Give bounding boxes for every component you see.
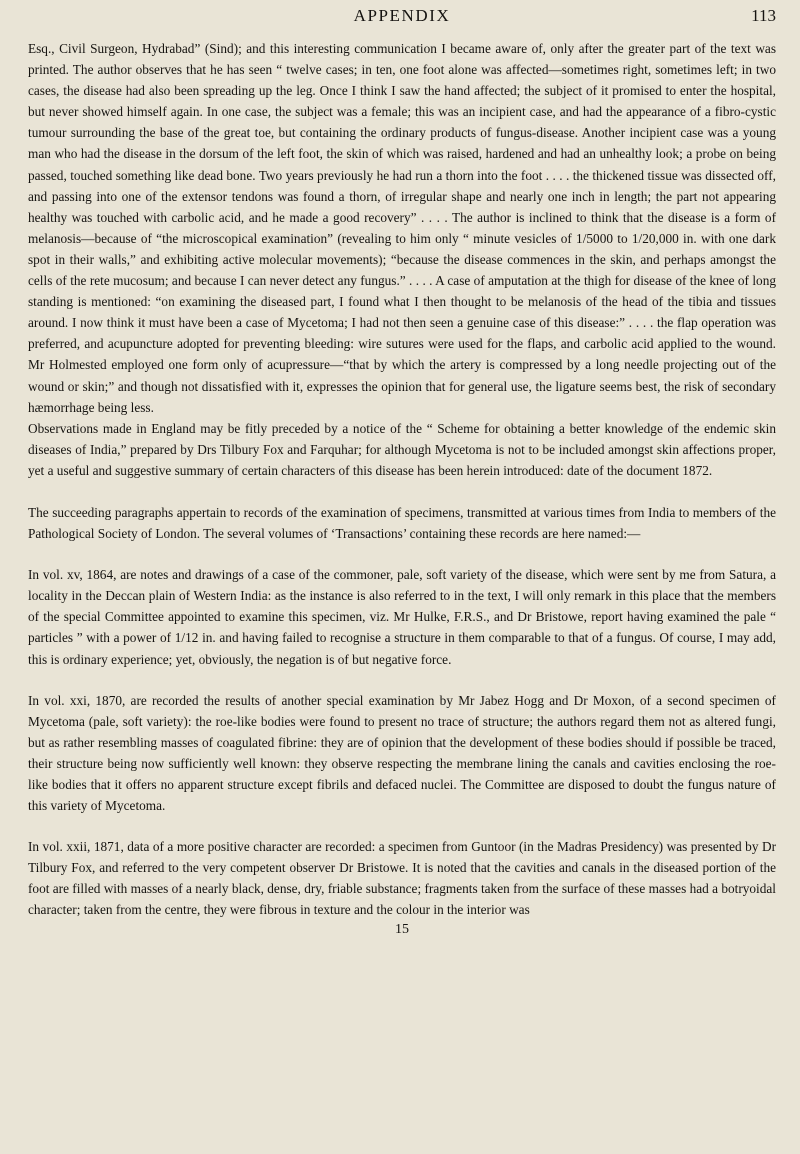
page-header — [28, 0, 776, 38]
paragraph-vol-xxi: In vol. xxi, 1870, are recorded the results of another special examination by Mr Jabez Hogg and Dr Moxon, of a second specimen of Mycetoma (pale, soft variety): the roe-like bodies were found to present no trace of structure; the authors regard them not as altered fungi, but as rather resembling masses of coagulated fibrine: they are of opinion that the development of these bodies should if possible be traced, their structure being now sufficiently well known: they observe respecting the membrane lining the canals and cavities enclosing the roe-like bodies that it offers no apparent structure except fibrils and defaced nuclei. The Committee are disposed to doubt the fungus nature of this variety of Mycetoma. — [28, 692, 776, 814]
paragraph-vol-xv: In vol. xv, 1864, are notes and drawings of a case of the commoner, pale, soft variety of the disease, which were sent by me from Satura, a locality in the Deccan plain of Western India: as the instance is also referred to in the text, I will only remark in this place that the members of the special Committee appointed to examine this specimen, viz. Mr Hulke, F.R.S., and Dr Bristowe, report having examined the pale “ particles ” with a power of 1/12 in. and having failed to recognise a structure in them comparable to that of a fungus. Of course, I may add, this is ordinary experience; yet, obviously, the negation is of but negative force. — [28, 567, 776, 667]
page-number: 113 — [751, 6, 776, 25]
paragraph-pathological-society-intro: The succeeding paragraphs appertain to records of the examination of specimens, transmitted at various times from India to members of the Pathological Society of London. The several volumes of ‘Transactions’ containing these records are here named:— — [28, 504, 776, 542]
running-head: APPENDIX — [353, 6, 451, 25]
paragraph-holmested-account: Esq., Civil Surgeon, Hydrabad” (Sind); and this interesting communication I became aware of, only after the greater part of the text was printed. The author observes that he has seen “ twelve cases; in ten, one foot alone was affected—sometimes right, sometimes left; in two cases, the disease had also been spreading up the leg. Once I think I saw the hand affected; the subject of it promised to enter the hospital, but never showed himself again. In one case, the subject was a female; this was an incipient case, and had the appearance of a fibro-cystic tumour surrounding the base of the great toe, but containing the ordinary products of fungus-disease. Another incipient case was a young man who had the disease in the dorsum of the left foot, the skin of which was raised, hardened and had an unhealthy look; a probe on being passed, touched something like dead bone. Two years previously he had run a thorn into the foot . . . . the thickened tissue was dissected off, and passing into one of the extensor tendons was found a thorn, of irregular shape and nearly one inch in length; the part not appearing healthy was touched with carbolic acid, and he made a good recovery” . . . . The author is inclined to think that the disease is a form of melanosis—because of “the microscopical examination” (revealing to him only “ minute vesicles of 1/5000 to 1/20,000 in. with one dark spot in their walls,” and exhibiting active molecular movements); “because the disease commences in the skin, and perhaps amongst the cells of the rete mucosum; and because I can never detect any fungus.” . . . . A case of amputation at the thigh for disease of the knee of long standing is mentioned: “on examining the diseased part, I found what I then thought to be melanosis of the head of the tibia and tissues around. I now think it must have been a case of Mycetoma; I had not then seen a genuine case of this disease:” . . . . the flap operation was preferred, and acupuncture adopted for preventing bleeding: wire sutures were used for the flaps, and carbolic acid applied to the wound. Mr Holmested employed one form only of acupressure—“that by which the artery is compressed by a long needle projecting out of the wound or skin;” and though not dissatisfied with it, expresses the opinion that for general use, the ligature seems best, the risk of secondary hæmorrhage being less. — [28, 41, 776, 415]
paragraph-scheme-notice: Observations made in England may be fitly preceded by a notice of the “ Scheme for obtaining a better knowledge of the endemic skin diseases of India,” prepared by Drs Tilbury Fox and Farquhar; for although Mycetoma is not to be included amongst skin affections proper, yet a useful and suggestive summary of certain characters of this disease has been herein introduced: date of the document 1872. — [28, 420, 776, 478]
paragraph-vol-xxii: In vol. xxii, 1871, data of a more positive character are recorded: a specimen from Guntoor (in the Madras Presidency) was presented by Dr Tilbury Fox, and referred to the very competent observer Dr Bristowe. It is noted that the cavities and canals in the diseased portion of the foot are filled with masses of a nearly black, dense, dry, friable substance; fragments taken from the surface of these masses had a botryoidal character; taken from the centre, they were fibrous in texture and the colour in the interior was — [28, 839, 776, 918]
signature-mark: 15 — [395, 921, 409, 937]
